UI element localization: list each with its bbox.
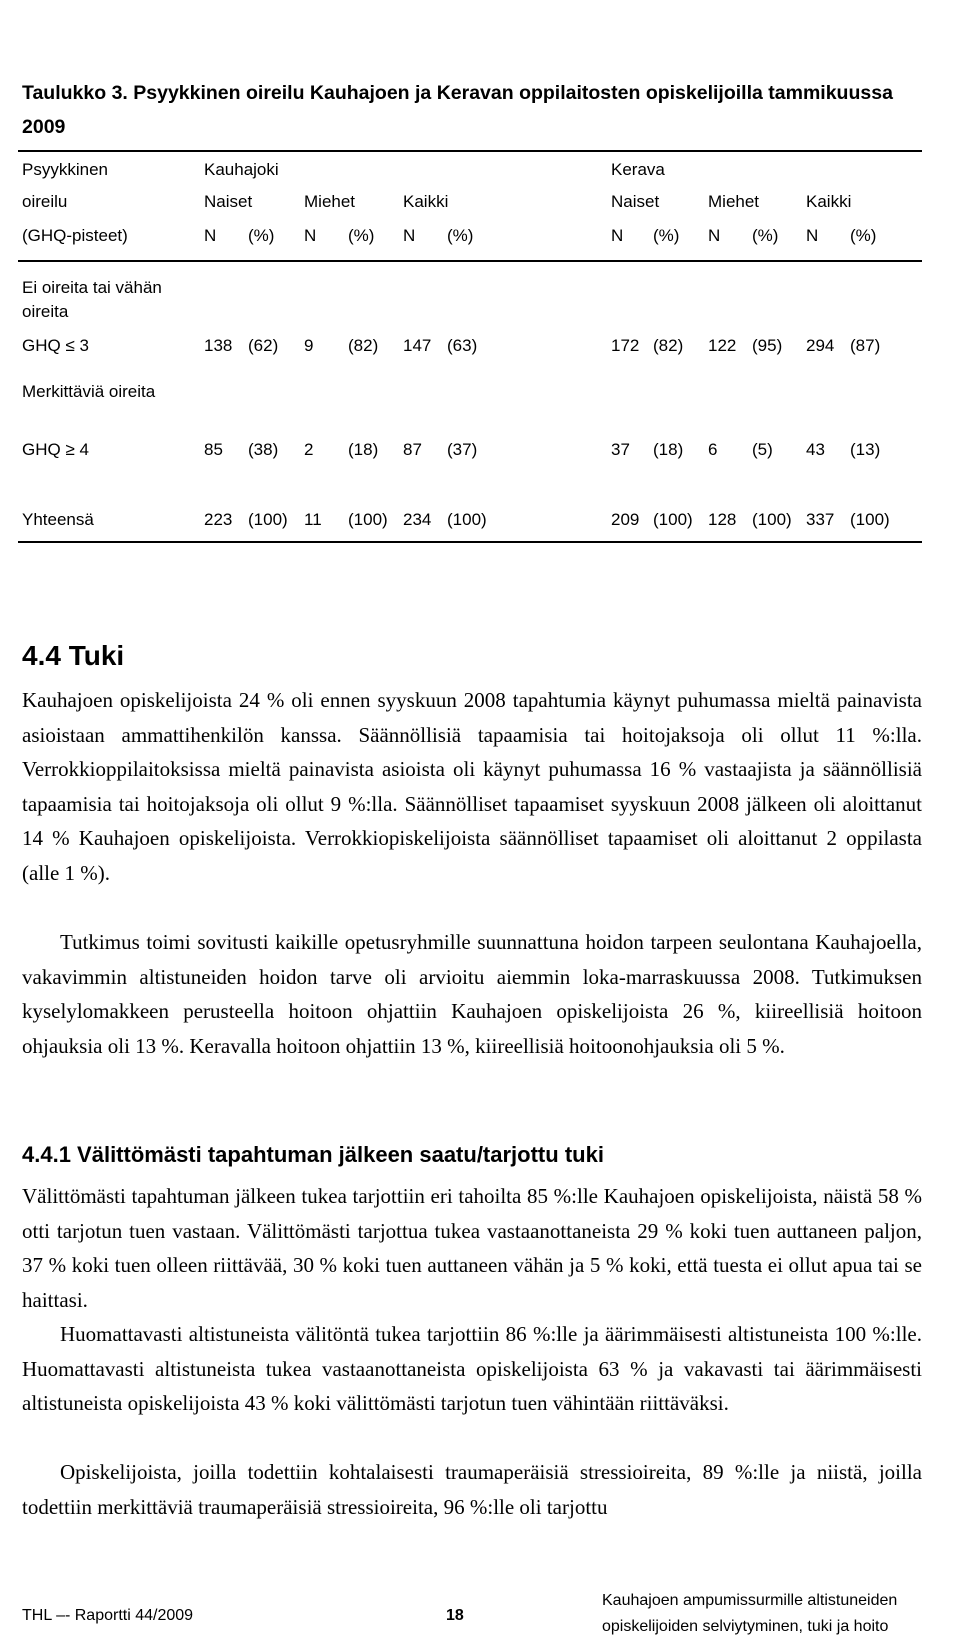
- table-cell: (95): [752, 336, 783, 355]
- table-cell: 294: [806, 336, 835, 355]
- header-n: N: [403, 226, 416, 245]
- table-cell: 138: [204, 336, 233, 355]
- table-cell: 223: [204, 510, 233, 529]
- row-label: Ei oireita tai vähän oireita: [22, 278, 162, 321]
- header-group-kerava: Kerava: [611, 160, 665, 179]
- header-n: N: [708, 226, 721, 245]
- table-cell: (100): [752, 510, 792, 529]
- header-kerava-kaikki: Kaikki: [806, 192, 852, 211]
- paragraph: Kauhajoen opiskelijoista 24 % oli ennen syyskuun 2008 tapahtumia käynyt puhumassa mieltä painavista asioistaan ammattihenkilön kanssa. Säännöllisiä tapaamisia tai hoitojaksoja oli ollut 11 %:lla. Verrokkioppilaitoksissa mieltä painavista asioista oli käynyt puhumassa 16 % vastaajista ja säännöllisiä tapaamisia tai hoitojaksoja oli ollut 9 %:lla. Säännölliset tapaamiset syyskuun 2008 jälkeen oli aloittanut 14 % Kauhajoen opiskelijoista. Verrokkiopiskelijoista säännölliset tapaamiset oli aloittanut 2 oppilasta (alle 1 %).: [22, 688, 922, 885]
- table-cell: (62): [248, 336, 279, 355]
- header-kauhajoki-miehet: Miehet: [304, 192, 356, 211]
- table-cell: (82): [653, 336, 684, 355]
- header-n: N: [204, 226, 217, 245]
- row-label: Merkittäviä oireita: [22, 382, 156, 401]
- table-cell: (100): [348, 510, 388, 529]
- footer-title-line2: opiskelijoiden selviytyminen, tuki ja hoito: [602, 1618, 889, 1635]
- paragraph: Opiskelijoista, joilla todettiin kohtalaisesti traumaperäisiä stressioireita, 89 %:lle ja niistä, joilla todettiin merkittäviä traumaperäisiä stressioireita, 96 %:lle oli tarjottu: [22, 1460, 922, 1519]
- table-cell: (38): [248, 440, 279, 459]
- paragraph: Huomattavasti altistuneista välitöntä tukea tarjottiin 86 %:lle ja äärimmäisesti altistuneista 100 %:lle. Huomattavasti altistuneista tukea vastaanottaneista opiskelijoista 63 % ja vakavasti tai äärimmäisesti altistuneista opiskelijoista 43 % koki välittömästi tarjotun tuen vähintään riittäväksi.: [22, 1322, 922, 1415]
- header-kauhajoki-kaikki: Kaikki: [403, 192, 449, 211]
- header-kerava-miehet: Miehet: [708, 192, 760, 211]
- section-heading-4-4: 4.4 Tuki: [22, 640, 125, 671]
- header-pct: (%): [348, 226, 375, 245]
- table-cell: (18): [348, 440, 379, 459]
- table-cell: (100): [447, 510, 487, 529]
- table-cell: 85: [204, 440, 223, 459]
- header-row-label-line3: (GHQ-pisteet): [22, 226, 128, 245]
- footer-title-line1: Kauhajoen ampumissurmille altistuneiden: [602, 1592, 898, 1609]
- header-group-kauhajoki: Kauhajoki: [204, 160, 279, 179]
- table-cell: 209: [611, 510, 640, 529]
- table-cell: (13): [850, 440, 881, 459]
- table-cell: 2: [304, 440, 314, 459]
- table-cell: 9: [304, 336, 314, 355]
- table-bottom-rule: [18, 541, 922, 543]
- section-heading-4-4-1: 4.4.1 Välittömästi tapahtuman jälkeen saatu/tarjottu tuki: [22, 1142, 604, 1167]
- header-pct: (%): [248, 226, 275, 245]
- table-cell: 128: [708, 510, 737, 529]
- table-caption: Taulukko 3. Psyykkinen oireilu Kauhajoen ja Keravan oppilaitosten opiskelijoilla tammikuussa 2009: [22, 82, 893, 138]
- table-cell: 122: [708, 336, 737, 355]
- header-n: N: [806, 226, 819, 245]
- header-row-label-line1: Psyykkinen: [22, 160, 108, 179]
- table-cell: 234: [403, 510, 432, 529]
- row-label-total: Yhteensä: [22, 510, 94, 529]
- table-cell: (5): [752, 440, 773, 459]
- table-cell: (37): [447, 440, 478, 459]
- header-pct: (%): [447, 226, 474, 245]
- table-cell: 87: [403, 440, 422, 459]
- header-pct: (%): [653, 226, 680, 245]
- table-cell: 43: [806, 440, 825, 459]
- row-sublabel: GHQ ≥ 4: [22, 440, 89, 459]
- table-cell: 6: [708, 440, 718, 459]
- table-cell: (82): [348, 336, 379, 355]
- paragraph: Tutkimus toimi sovitusti kaikille opetusryhmille suunnattuna hoidon tarpeen seulontana Kauhajoella, vakavimmin altistuneiden hoidon tarve oli arvioitu aiemmin loka-marraskuussa 2008. Tutkimuksen kyselylomakkeen perusteella hoitoon ohjattiin Kauhajoen opiskelijoista 26 %, kiireellisiä hoitoon ohjauksia oli 13 %. Keravalla hoitoon ohjattiin 13 %, kiireellisiä hoitoonohjauksia oli 5 %.: [22, 930, 922, 1058]
- table-top-rule: [18, 150, 922, 152]
- table-cell: (100): [653, 510, 693, 529]
- table-cell: (87): [850, 336, 881, 355]
- table-cell: (100): [850, 510, 890, 529]
- table-cell: 37: [611, 440, 630, 459]
- footer-report-label: THL –- Raportti 44/2009: [22, 1607, 194, 1624]
- table-cell: 147: [403, 336, 432, 355]
- header-pct: (%): [752, 226, 779, 245]
- row-sublabel: GHQ ≤ 3: [22, 336, 89, 355]
- header-pct: (%): [850, 226, 877, 245]
- page-number: 18: [446, 1607, 464, 1624]
- table-header-rule: [18, 260, 922, 262]
- table-cell: 11: [304, 510, 322, 529]
- header-kerava-naiset: Naiset: [611, 192, 660, 211]
- table-cell: (100): [248, 510, 288, 529]
- header-row-label-line2: oireilu: [22, 192, 68, 211]
- header-n: N: [611, 226, 624, 245]
- header-n: N: [304, 226, 317, 245]
- table-cell: 172: [611, 336, 640, 355]
- paragraph: Välittömästi tapahtuman jälkeen tukea tarjottiin eri tahoilta 85 %:lle Kauhajoen opiskelijoista, näistä 58 % otti tarjotun tuen vastaan. Välittömästi tarjottua tukea vastaanottaneista 29 % koki tuen auttaneen paljon, 37 % koki tuen olleen riittävää, 30 % koki tuen auttaneen vähän ja 5 % koki, että tuesta ei ollut apua tai se haittasi.: [22, 1184, 922, 1312]
- table-cell: 337: [806, 510, 835, 529]
- header-kauhajoki-naiset: Naiset: [204, 192, 253, 211]
- table-cell: (18): [653, 440, 684, 459]
- table-cell: (63): [447, 336, 478, 355]
